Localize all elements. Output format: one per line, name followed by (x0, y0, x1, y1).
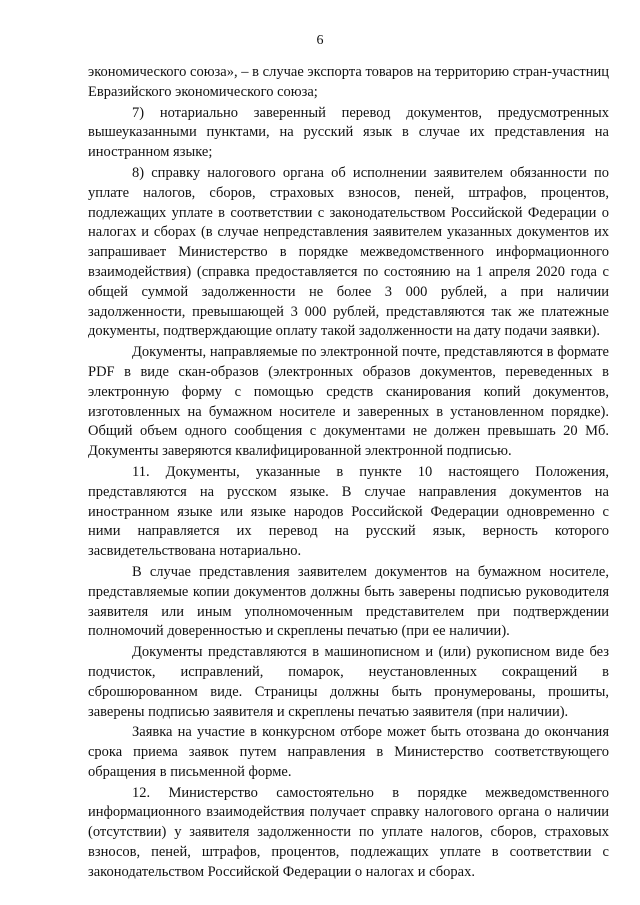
document-body (88, 63, 609, 883)
paragraph-section-12: 12. Министерство самостоятельно в порядке межведомственного информационного взаимодействия получает справку налогового органа о наличии (отсутствии) у заявителя задолженности по уплате налогов, сборов, страховых взносов, пеней, штрафов, процентов, подлежащих уплате в соответствии с законодательством Российской Федерации о налогах и сборах. (88, 784, 609, 880)
paragraph-electronic-documents: Документы, направляемые по электронной почте, представляются в формате PDF в виде скан-образов (электронных образов документов, переведенных в электронную форму с помощью средств сканирования копий документов, изготовленных на бумажном носителе и заверенных в установленном порядке). Общий объем одного сообщения с документами не должен превышать 20 Мб. Документы заверяются квалифицированной электронной подписью. (88, 344, 609, 460)
paragraph-item-8: 8) справку налогового органа об исполнении заявителем обязанности по уплате налогов, сборов, страховых взносов, пеней, штрафов, процентов, подлежащих уплате в соответствии с законодательством Российской Федерации о налогах и сборах (в случае непредставления заявителем указанных документов их запрашивает Министерство в порядке межведомственного информационного взаимодействия) (справка предоставляется по состоянию на 1 апреля 2020 года с общей суммой задолженности не более 3 000 рублей, а при наличии задолженности, превышающей 3 000 рублей, представляются так же платежные документы, подтверждающие оплату такой задолженности на дату подачи заявки). (88, 164, 609, 340)
paragraph-document-format: Документы представляются в машинописном и (или) рукописном виде без подчисток, исправлений, помарок, неустановленных сокращений в сброшюрованном виде. Страницы должны быть пронумерованы, прошиты, заверены подписью заявителя и скреплены печатью заявителя (при наличии). (88, 644, 609, 720)
paragraph-application-withdrawal: Заявка на участие в конкурсном отборе может быть отозвана до окончания срока приема заявок путем направления в Министерство соответствующего обращения в письменной форме. (88, 724, 609, 780)
paragraph-section-11: 11. Документы, указанные в пункте 10 настоящего Положения, представляются на русском языке. В случае направления документов на иностранном языке или языке народов Российской Федерации одновременно с ними направляется их перевод на русский язык, верность которого засвидетельствована нотариально. (88, 463, 609, 560)
paragraph-paper-copies: В случае представления заявителем документов на бумажном носителе, представляемые копии документов должны быть заверены подписью руководителя заявителя или иным уполномоченным представителем при подтверждении полномочий доверенностью и скреплены печатью (при ее наличии). (88, 563, 609, 640)
paragraph-continuation: экономического союза», – в случае экспорта товаров на территорию стран-участниц Евразийского экономического союза; (88, 64, 609, 100)
page-number: 6 (316, 33, 324, 48)
paragraph-item-7: 7) нотариально заверенный перевод документов, предусмотренных вышеуказанными пунктами, на русский язык в случае их представления на иностранном языке; (88, 104, 609, 161)
